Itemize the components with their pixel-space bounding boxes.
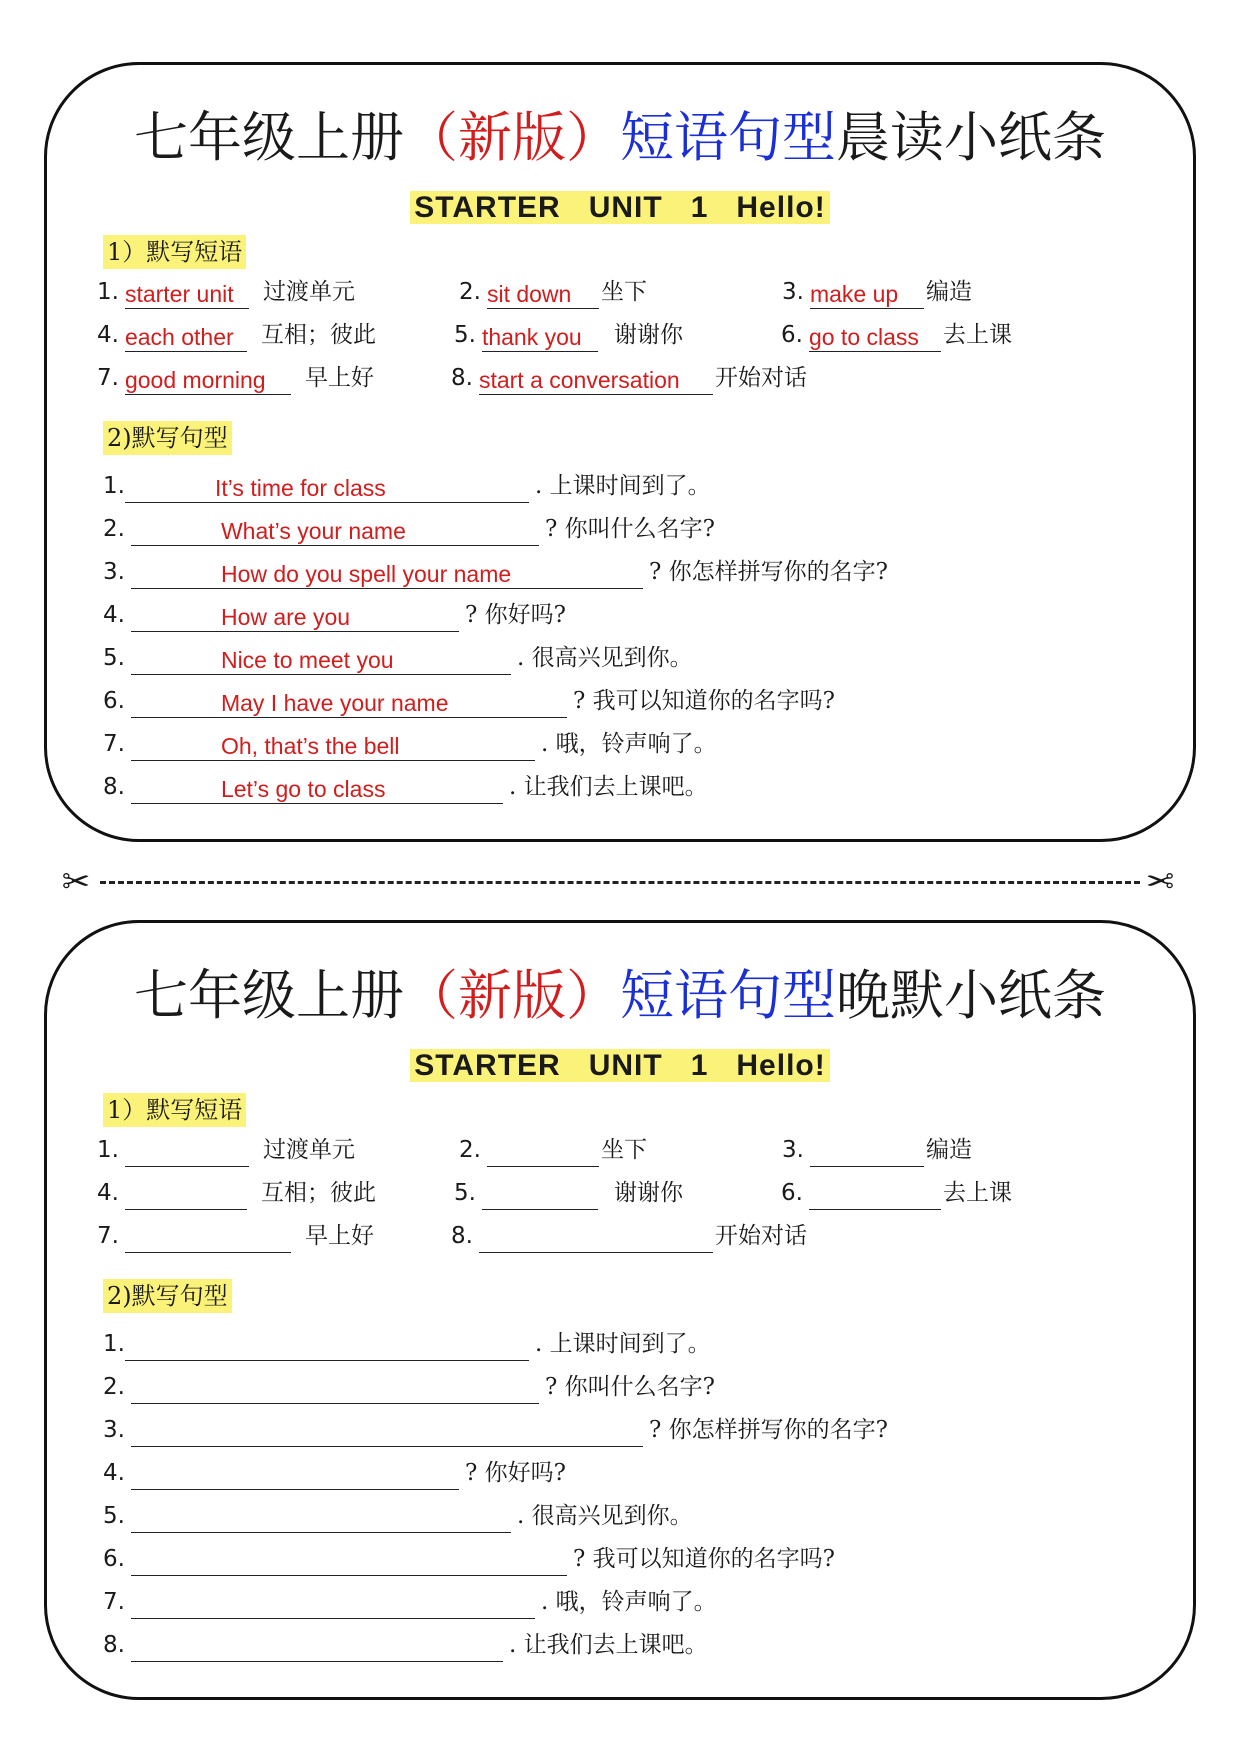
sentence-item: 7. Oh, that’s the bell . 哦，铃声响了。 [103, 731, 717, 759]
morning-reading-card [44, 62, 1196, 842]
sentence-item: 1. It’s time for class . 上课时间到了。 [103, 473, 711, 501]
phrase-answer: each other [125, 322, 247, 352]
evening-dictation-card [44, 920, 1196, 1700]
phrase-blank[interactable] [810, 1137, 924, 1167]
phrase-item: 5. 谢谢你 [454, 1176, 683, 1210]
title-grade: 七年级上册 [134, 106, 404, 169]
phrase-answer: make up [810, 279, 924, 309]
phrase-item: 3. 编造 [782, 1133, 972, 1167]
sentence-item: 5. . 很高兴见到你。 [103, 1499, 693, 1533]
sentence-blank[interactable] [131, 1546, 567, 1576]
phrase-blank[interactable] [809, 1180, 941, 1210]
sentence-item: 2. What’s your name ? 你叫什么名字? [103, 516, 715, 544]
phrase-item: 7. 早上好 [97, 1219, 374, 1253]
sentence-answer: What’s your name [131, 516, 539, 546]
sentence-blank[interactable] [131, 1460, 459, 1490]
sentence-item: 6. May I have your name ? 我可以知道你的名字吗? [103, 688, 835, 716]
sentence-answer: Let’s go to class [131, 774, 503, 804]
phrase-blank[interactable] [125, 1223, 291, 1253]
sentence-blank[interactable] [131, 1374, 539, 1404]
phrase-answer: sit down [487, 279, 599, 309]
phrase-blank[interactable] [479, 1223, 713, 1253]
phrase-blank[interactable] [125, 1180, 247, 1210]
card-title [47, 103, 1193, 173]
title-purpose: 晨读小纸条 [836, 106, 1106, 169]
phrase-answer: good morning [125, 365, 291, 395]
phrase-item: 8. start a conversation 开始对话 [451, 365, 807, 393]
scissors-icon: ✂ [61, 862, 91, 902]
sentence-answer: It’s time for class [125, 473, 529, 503]
sentence-item: 5. Nice to meet you . 很高兴见到你。 [103, 645, 693, 673]
sentence-answer: Oh, that’s the bell [131, 731, 535, 761]
phrase-item: 6. go to class 去上课 [781, 322, 1012, 350]
phrase-item: 1. 过渡单元 [97, 1133, 355, 1167]
phrase-item: 2. sit down 坐下 [459, 279, 647, 307]
sentence-answer: May I have your name [131, 688, 567, 718]
sentence-item: 8. . 让我们去上课吧。 [103, 1628, 708, 1662]
section-sentences-heading: 2)默写句型 [103, 1279, 232, 1313]
section-sentences-heading: 2)默写句型 [103, 421, 232, 455]
phrase-blank[interactable] [125, 1137, 249, 1167]
card-title [47, 961, 1193, 1031]
phrase-answer: thank you [482, 322, 598, 352]
section-phrases-heading: 1）默写短语 [103, 1093, 246, 1127]
sentence-item: 2. ? 你叫什么名字? [103, 1370, 715, 1404]
phrase-answer: starter unit [125, 279, 249, 309]
sentence-answer: Nice to meet you [131, 645, 511, 675]
phrase-answer: start a conversation [479, 365, 713, 395]
sentence-item: 3. How do you spell your name ? 你怎样拼写你的名字? [103, 559, 888, 587]
sentence-item: 4. ? 你好吗? [103, 1456, 566, 1490]
phrase-item: 4. 互相；彼此 [97, 1176, 376, 1210]
sentence-blank[interactable] [131, 1417, 643, 1447]
sentence-answer: How do you spell your name [131, 559, 643, 589]
sentence-blank[interactable] [131, 1589, 535, 1619]
phrase-item: 5. thank you 谢谢你 [454, 322, 683, 350]
sentence-item: 6. ? 我可以知道你的名字吗? [103, 1542, 835, 1576]
dashed-line [100, 881, 1140, 884]
sentence-item: 7. . 哦，铃声响了。 [103, 1585, 717, 1619]
phrase-blank[interactable] [487, 1137, 599, 1167]
title-edition: （新版） [404, 106, 620, 169]
phrase-blank[interactable] [482, 1180, 598, 1210]
title-purpose: 晚默小纸条 [836, 964, 1106, 1027]
sentence-blank[interactable] [131, 1632, 503, 1662]
title-topic: 短语句型 [620, 964, 836, 1027]
sentence-blank[interactable] [131, 1503, 511, 1533]
sentence-item: 4. How are you ? 你好吗? [103, 602, 566, 630]
unit-heading: STARTER UNIT 1 Hello! [47, 1049, 1193, 1083]
sentence-item: 3. ? 你怎样拼写你的名字? [103, 1413, 888, 1447]
phrase-item: 6. 去上课 [781, 1176, 1012, 1210]
sentence-answer: How are you [131, 602, 459, 632]
sentence-blank[interactable] [125, 1331, 529, 1361]
cut-line [60, 864, 1180, 900]
sentence-item: 1. . 上课时间到了。 [103, 1327, 711, 1361]
phrase-item: 3. make up 编造 [782, 279, 972, 307]
phrase-item: 1. starter unit 过渡单元 [97, 279, 355, 307]
unit-heading: STARTER UNIT 1 Hello! [47, 191, 1193, 225]
title-topic: 短语句型 [620, 106, 836, 169]
phrase-item: 8. 开始对话 [451, 1219, 807, 1253]
phrase-item: 4. each other 互相；彼此 [97, 322, 376, 350]
sentence-item: 8. Let’s go to class . 让我们去上课吧。 [103, 774, 708, 802]
section-phrases-heading: 1）默写短语 [103, 235, 246, 269]
phrase-item: 7. good morning 早上好 [97, 365, 374, 393]
phrase-item: 2. 坐下 [459, 1133, 647, 1167]
title-grade: 七年级上册 [134, 964, 404, 1027]
scissors-icon: ✂ [1145, 862, 1175, 902]
phrase-answer: go to class [809, 322, 941, 352]
title-edition: （新版） [404, 964, 620, 1027]
